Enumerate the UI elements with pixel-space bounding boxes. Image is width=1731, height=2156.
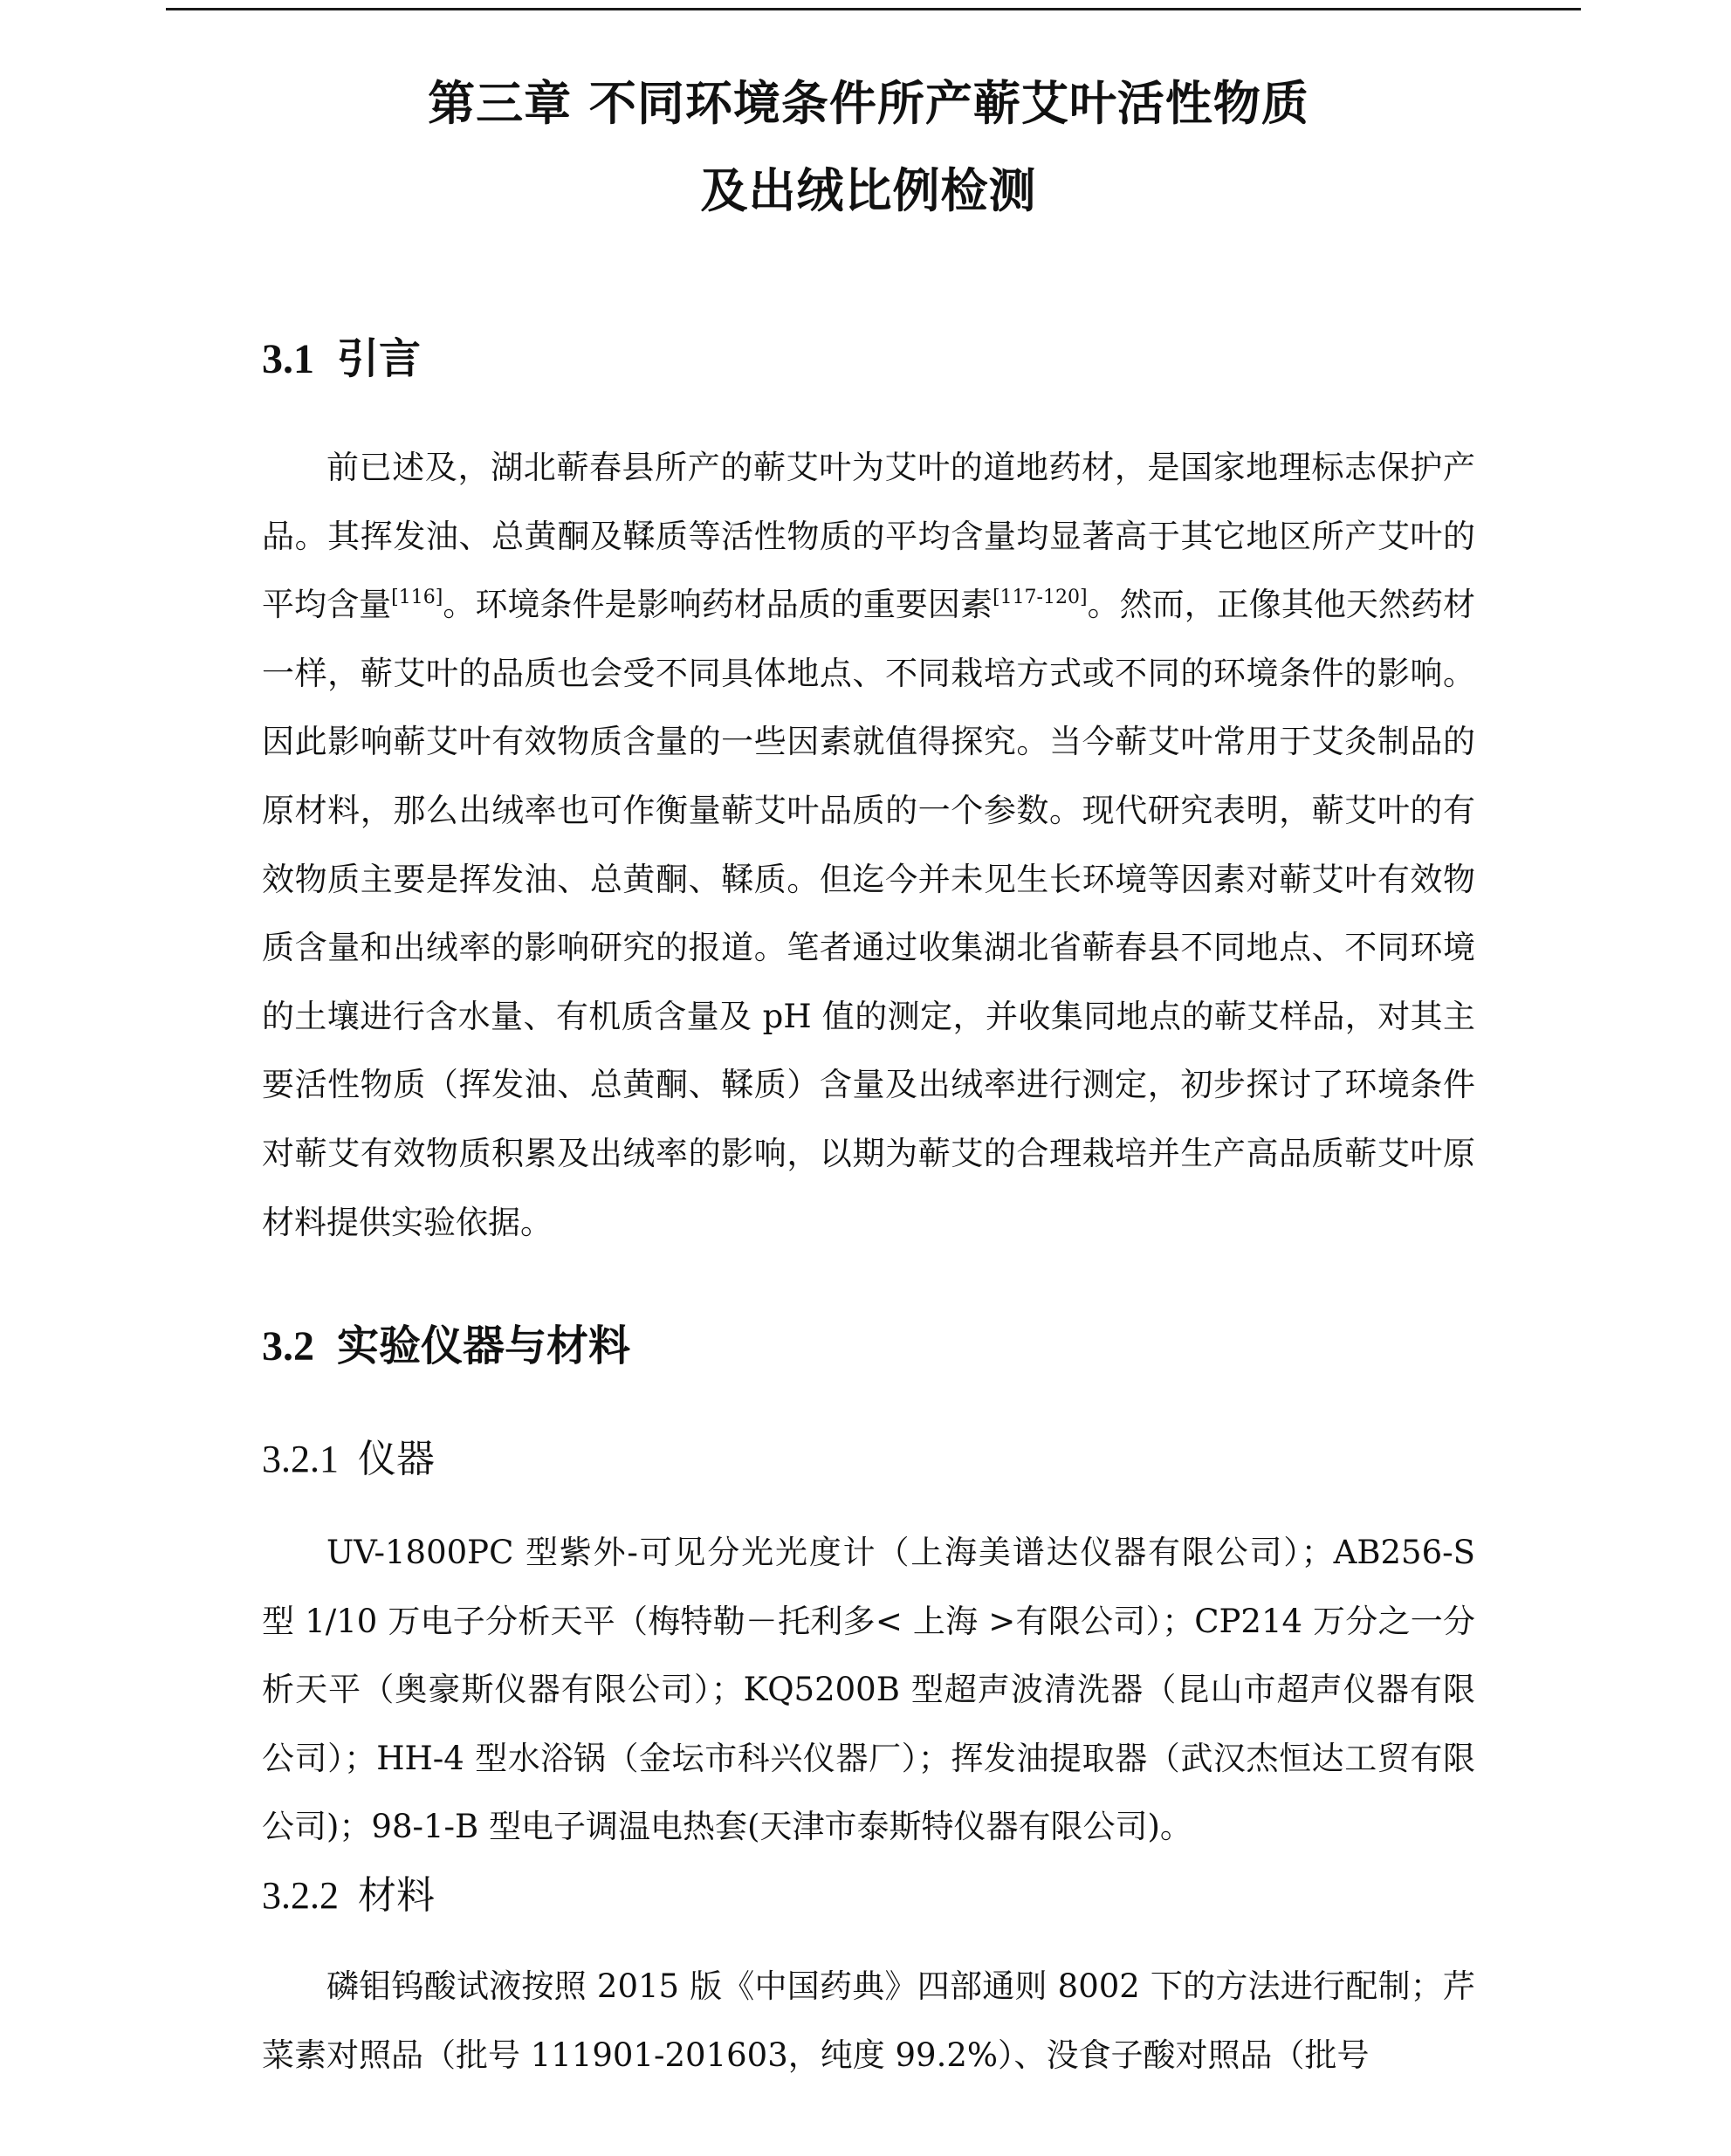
citation-116: [116] [391, 587, 443, 609]
chapter-title-line2: 及出绒比例检测 [700, 163, 1037, 218]
subsection-heading-3-2-1 [262, 1427, 435, 1483]
section-heading-3-2 [262, 1312, 630, 1372]
section-number: 3.1 [262, 336, 314, 382]
subsection-title: 材料 [358, 1873, 435, 1918]
intro-paragraph [262, 434, 1475, 1257]
intro-text-part3: 。然而，正像其他天然药材一样，蕲艾叶的品质也会受不同具体地点、不同栽培方式或不同的环境条件的影响。因此影响蕲艾叶有效物质含量的一些因素就值得探究。当今蕲艾叶常用于艾灸制品的原材料，那么出绒率也可作衡量蕲艾叶品质的一个参数。现代研究表明，蕲艾叶的有效物质主要是挥发油、总黄酮、鞣质。但迄今并未见生长环境等因素对蕲艾叶有效物质含量和出绒率的影响研究的报道。笔者通过收集湖北省蕲春县不同地点、不同环境的土壤进行含水量、有机质含量及 pH 值的测定，并收集同地点的蕲艾样品，对其主要活性物质（挥发油、总黄酮、鞣质）含量及出绒率进行测定，初步探讨了环境条件对蕲艾有效物质积累及出绒率的影响，以期为蕲艾的合理栽培并生产高品质蕲艾叶原材料提供实验依据。 [262, 586, 1476, 1241]
materials-paragraph: 磷钼钨酸试液按照 2015 版《中国药典》四部通则 8002 下的方法进行配制；芹菜素对照品（批号 111901-201603，纯度 99.2%）、没食子酸对照品（批号 [262, 1967, 1475, 2074]
section-heading-3-1 [262, 325, 421, 385]
section-title: 引言 [337, 334, 422, 383]
header-rule [166, 8, 1581, 10]
intro-text-part1: 前已述及，湖北蕲春县所产的蕲艾叶为艾叶的道地药材，是国家地理标志保护产品。其挥发油、总黄酮及鞣质等活性物质的平均含量均显著高于其它地区所产艾叶的平均含量 [262, 449, 1475, 624]
section-title: 实验仪器与材料 [337, 1322, 631, 1370]
chapter-title-line1: 第三章 不同环境条件所产蕲艾叶活性物质 [428, 76, 1309, 131]
intro-text-part2: 。环境条件是影响药材品质的重要因素 [443, 586, 993, 624]
instruments-paragraph: UV-1800PC 型紫外-可见分光光度计（上海美谱达仪器有限公司）；AB256-S 型 1/10 万电子分析天平（梅特勒－托利多< 上海 >有限公司）；CP214 万分之一分析天平（奥豪斯仪器有限公司）；KQ5200B 型超声波清洗器（昆山市超声仪器有限公司）；HH-4 型水浴锅（金坛市科兴仪器厂）；挥发油提取器（武汉杰恒达工贸有限公司)；98-1-B 型电子调温电热套(天津市泰斯特仪器有限公司)。 [262, 1534, 1475, 1846]
subsection-number: 3.2.1 [262, 1438, 339, 1480]
subsection-heading-3-2-2 [262, 1864, 435, 1919]
subsection-number: 3.2.2 [262, 1874, 339, 1917]
section-number: 3.2 [262, 1323, 314, 1370]
citation-117-120: [117-120] [992, 587, 1088, 609]
subsection-title: 仪器 [358, 1437, 435, 1481]
